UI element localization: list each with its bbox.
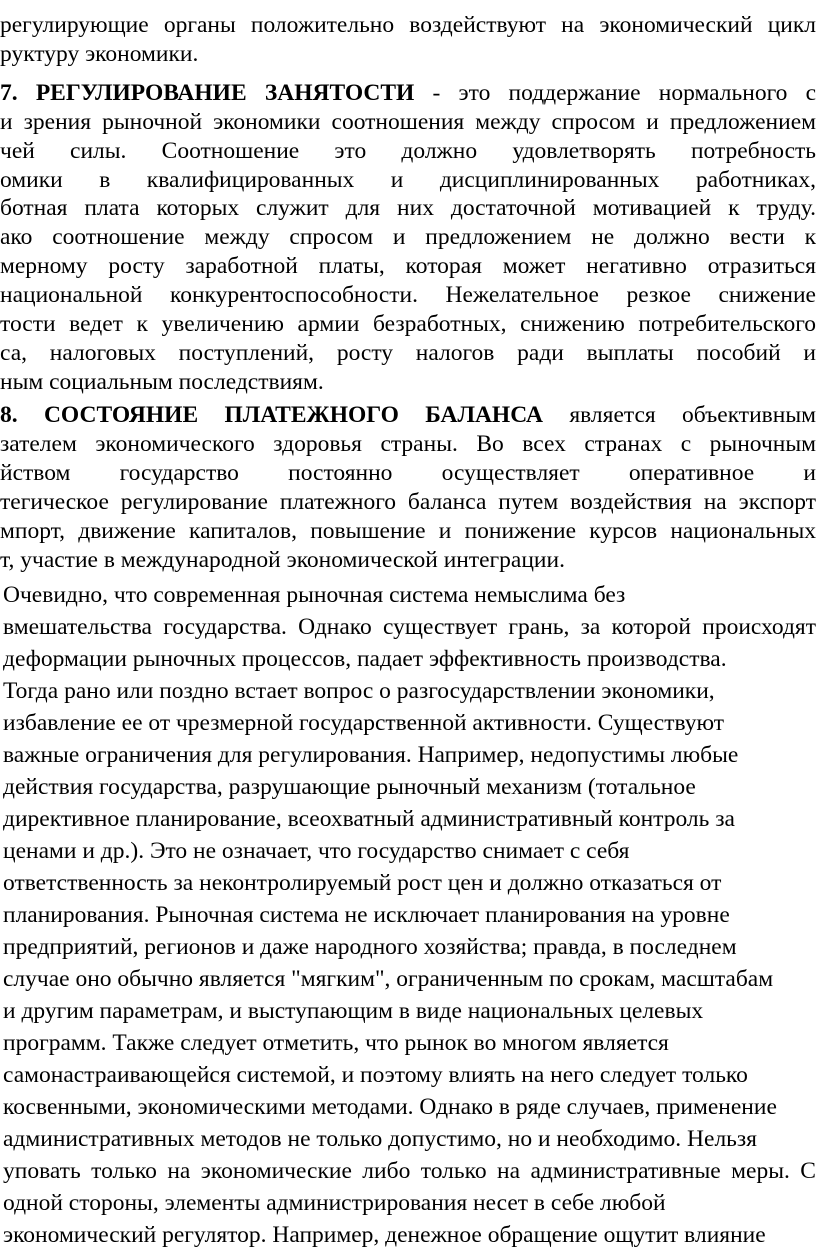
text-line: директивное планирование, всеохватный административный контроль за (3, 806, 735, 832)
text-line: административных методов не только допустимо, но и необходимо. Нельзя (3, 1126, 757, 1152)
text-line: ако соотношение между спросом и предложением не должно вести к (0, 224, 816, 250)
text-line: омики в квалифицированных и дисциплинированных работниках, (0, 167, 816, 193)
text-line: регулирующие органы положительно воздействуют на экономический цикл (0, 12, 816, 38)
text-line: зателем экономического здоровья страны. Во всех странах с рыночным (0, 431, 816, 457)
text-line: и другим параметрам, и выступающим в виде национальных целевых (3, 998, 704, 1024)
section-7-first-line (0, 78, 816, 108)
text-line: программ. Также следует отметить, что рынок во многом является (3, 1030, 669, 1056)
text-line: предприятий, регионов и даже народного хозяйства; правда, в последнем (3, 934, 737, 960)
text-line: национальной конкурентоспособности. Нежелательное резкое снижение (0, 282, 816, 308)
text-line: деформации рыночных процессов, падает эффективность производства. (3, 646, 727, 672)
text-line: ным социальным последствиям. (0, 369, 324, 395)
text-line: са, налоговых поступлений, росту налогов ради выплаты пособий и (0, 340, 816, 366)
text-line: экономический регулятор. Например, денежное обращение ощутит влияние (3, 1222, 766, 1248)
section-7-heading: 7. РЕГУЛИРОВАНИЕ ЗАНЯТОСТИ (0, 80, 415, 106)
text-line: избавление ее от чрезмерной государственной активности. Существуют (3, 710, 725, 736)
text-line: планирования. Рыночная система не исключает планирования на уровне (3, 902, 730, 928)
text-line: тости ведет к увеличению армии безработных, снижению потребительского (0, 311, 816, 337)
text-line: уповать только на экономические либо только на административные меры. С (3, 1158, 816, 1184)
text-line: чей силы. Соотношение это должно удовлетворять потребность (0, 138, 816, 164)
text-line: мпорт, движение капиталов, повышение и понижение курсов национальных (0, 518, 816, 544)
text-line: ботная плата которых служит для них достаточной мотивацией к труду. (0, 195, 816, 221)
section-8-first-line (0, 400, 816, 430)
section-8-heading: 8. СОСТОЯНИЕ ПЛАТЕЖНОГО БАЛАНСА (0, 402, 543, 428)
text-line: тегическое регулирование платежного баланса путем воздействия на экспорт (0, 489, 816, 515)
text-line: т, участие в международной экономической интеграции. (0, 547, 565, 573)
text-line: самонастраивающейся системой, и поэтому влиять на него следует только (3, 1062, 748, 1088)
text-line: Очевидно, что современная рыночная система немыслима без (3, 582, 626, 608)
text-line: руктуру экономики. (0, 41, 199, 67)
text-line: случае оно обычно является "мягким", ограниченным по срокам, масштабам (3, 966, 774, 992)
text-line: Тогда рано или поздно встает вопрос о разгосударствлении экономики, (3, 678, 715, 704)
text-line: косвенными, экономическими методами. Однако в ряде случаев, применение (3, 1094, 777, 1120)
text-line: действия государства, разрушающие рыночный механизм (тотальное (3, 774, 696, 800)
text-line: ответственность за неконтролируемый рост цен и должно отказаться от (3, 870, 722, 896)
text-line: мерному росту заработной платы, которая может негативно отразиться (0, 253, 816, 279)
text-line: вмешательства государства. Однако существует грань, за которой происходят (3, 614, 816, 640)
text-line: ценами и др.). Это не означает, что государство снимает с себя (3, 838, 630, 864)
section-8-lead: является объективным (543, 402, 816, 428)
text-line: и зрения рыночной экономики соотношения между спросом и предложением (0, 109, 816, 135)
section-7-lead: - это поддержание нормального с (414, 80, 816, 106)
text-line: йством государство постоянно осуществляет оперативное и (0, 460, 816, 486)
text-line: важные ограничения для регулирования. Например, недопустимы любые (3, 742, 739, 768)
text-line: одной стороны, элементы администрирования несет в себе любой (3, 1190, 666, 1216)
